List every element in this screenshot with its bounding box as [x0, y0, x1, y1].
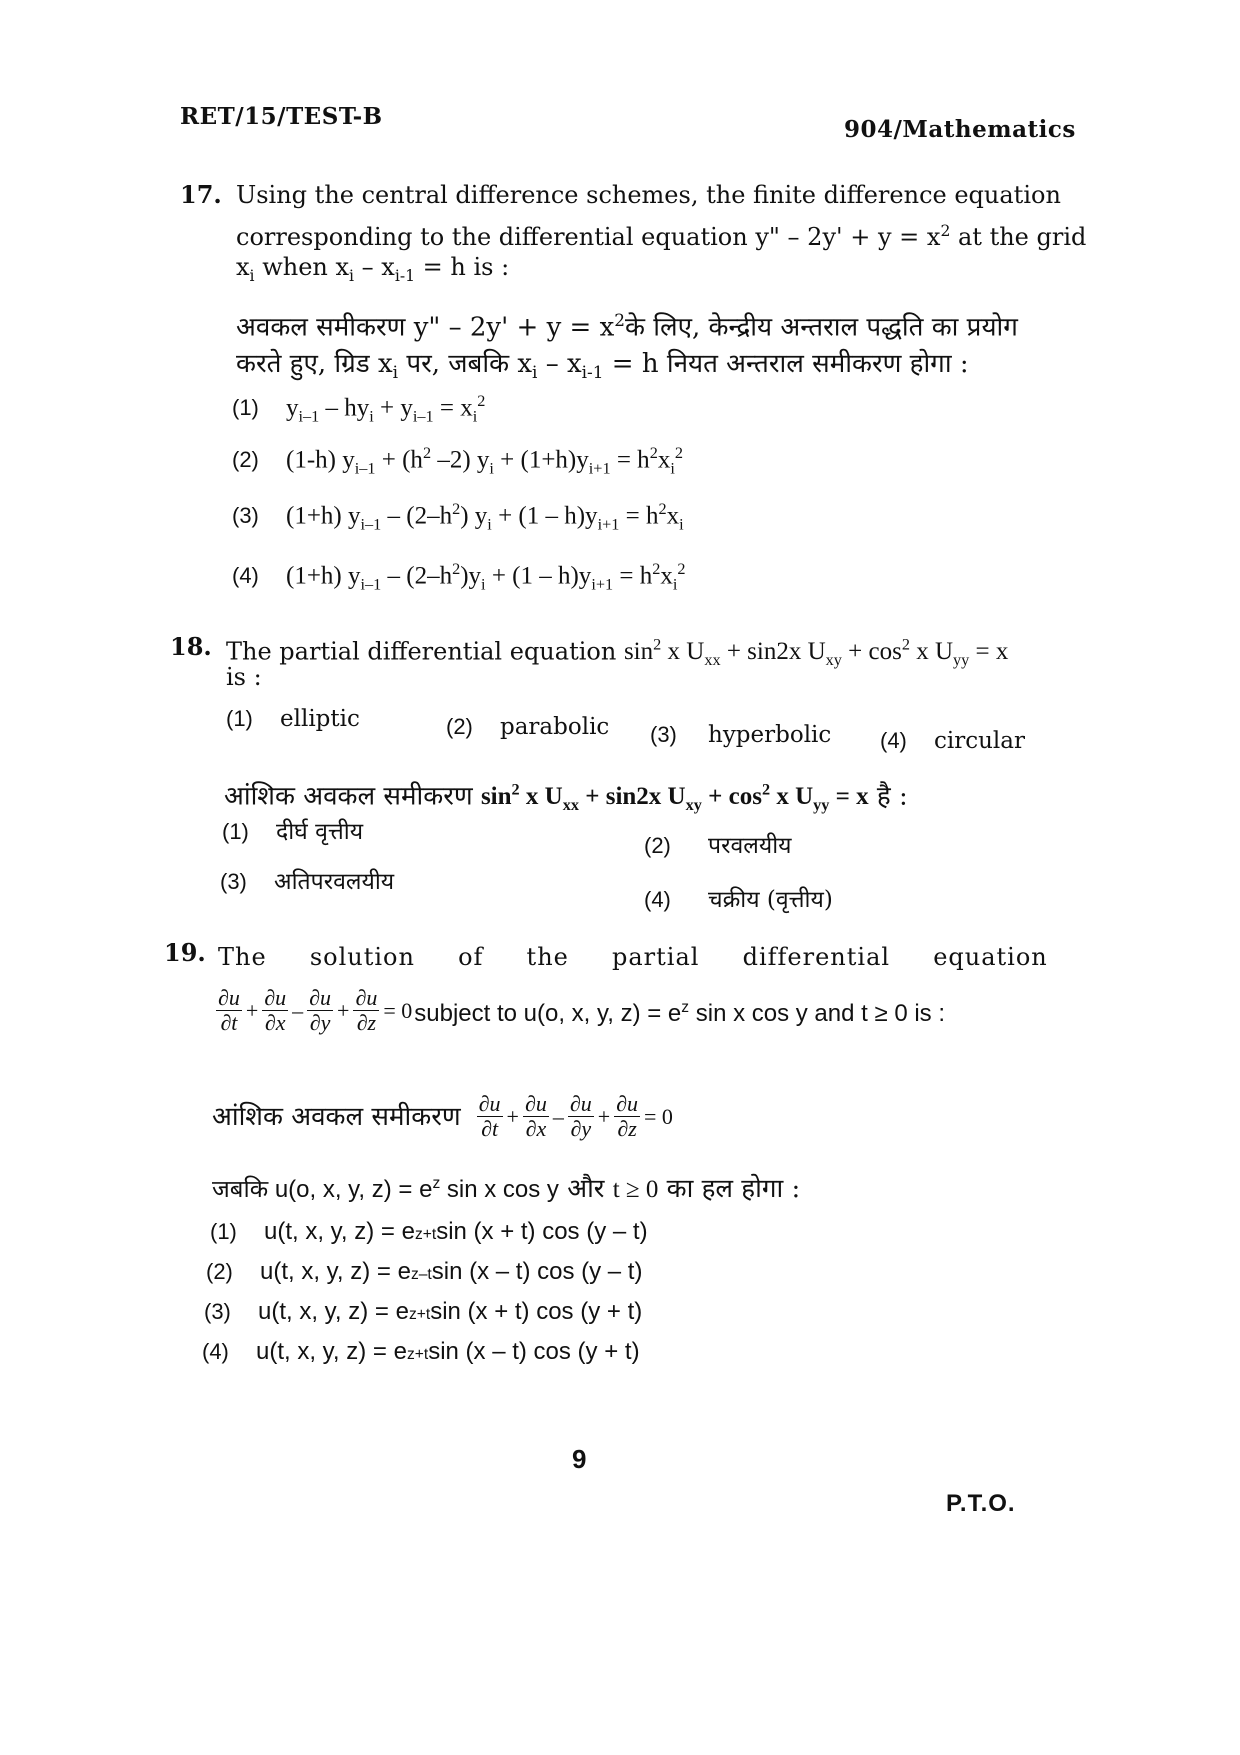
q19-option-1[interactable]: (1) u(t, x, y, z) = e z+t sin (x + t) cos (y – t)	[210, 1218, 648, 1245]
q17-option-4[interactable]: (4) (1+h) $y_{i-1} - (2-h^2)y_i + (1 - h)y_{i+1} = h^2x_i^2$	[232, 560, 686, 594]
fraction-du-dt: $\frac{\partial u}{\partial t}$	[218, 985, 240, 1035]
q19-english-line-2: $\frac{\partial u}{\partial t}$ + $\frac{\partial u}{\partial x}$ – $\frac{\partial u}{\partial y}$ + $\frac{\partial u}{\partial z}$ = 0 subject to u(o, x, y, $z) = e^z$ sin x cos y and t ≥ 0 is :	[218, 985, 946, 1035]
q17-option-2[interactable]: (2) (1-h) $y_{i-1} + (h^2$ –2) $y_i + (1+h)y_{i+1} = h^2x_i^2$	[232, 444, 683, 478]
fraction-du-dx-hi: $\frac{\partial u}{\partial x}$	[524, 1091, 547, 1141]
q18-english-line-2: is :	[226, 663, 262, 691]
q18-hindi-line: आंशिक अवकल समीकरण $\sin^2 x$ $U_{xx} + \sin 2x$ $U_{xy} + \cos^2 x$ $U_{yy} = x$ है :	[224, 781, 908, 815]
q18-option-2[interactable]: (2) parabolic	[446, 714, 610, 740]
q18-hindi-option-3[interactable]: (3) अतिपरवलयीय	[220, 869, 395, 895]
fraction-du-dy-hi: $\frac{\partial u}{\partial y}$	[569, 1091, 592, 1141]
q18-option-4[interactable]: (4) circular	[880, 728, 1025, 754]
q19-hindi-line-2: जबकि u(o, x, y, $z) = e^z$ sin x cos y और t ≥ 0 का हल होगा :	[212, 1174, 801, 1204]
fraction-du-dy: $\frac{\partial u}{\partial y}$	[309, 985, 332, 1035]
page-number: 9	[572, 1444, 587, 1474]
question-18-number: 18.	[170, 632, 212, 661]
fraction-du-dz: $\frac{\partial u}{\partial z}$	[355, 985, 378, 1035]
q19-hindi-line-1: आंशिक अवकल समीकरण $\frac{\partial u}{\partial t}$ + $\frac{\partial u}{\partial x}$ – $\frac{\partial u}{\partial y}$ + $\frac{\partial u}{\partial z}$ = 0	[212, 1091, 673, 1141]
q17-hindi-line-1: अवकल समीकरण y" – $2y' + y = x^2के$ लिए, केन्द्रीय अन्तराल पद्धति का प्रयोग	[236, 310, 1018, 343]
header-test-code: RET/15/TEST-B	[180, 103, 383, 130]
q17-english-line-2: corresponding to the differential equation y" – $2y' + y = x^2$ at the grid	[236, 222, 1087, 251]
q17-english-line-3: $x_i$ when $x_i - x_{i-1} = h$ is :	[236, 253, 510, 285]
q18-hindi-option-4[interactable]: (4) चक्रीय (वृत्तीय)	[644, 887, 833, 913]
q18-option-3[interactable]: (3) hyperbolic	[650, 722, 832, 748]
q17-english-line-1: Using the central difference schemes, the finite difference equation	[236, 181, 1061, 209]
q18-option-1[interactable]: (1) elliptic	[226, 706, 360, 732]
question-19-number: 19.	[164, 938, 206, 967]
header-subject: 904/Mathematics	[844, 116, 1076, 143]
fraction-du-dz-hi: $\frac{\partial u}{\partial z}$	[616, 1091, 639, 1141]
fraction-du-dx: $\frac{\partial u}{\partial x}$	[264, 985, 287, 1035]
q18-hindi-option-2[interactable]: (2) परवलयीय	[644, 833, 792, 859]
q19-option-2[interactable]: (2) u(t, x, y, z) = e z–t sin (x – t) cos (y – t)	[206, 1258, 643, 1285]
q19-option-4[interactable]: (4) u(t, x, y, z) = e z+t sin (x – t) cos (y + t)	[202, 1338, 640, 1365]
q19-english-line-1: The solution of the partial differential equation	[218, 943, 1048, 971]
q17-option-3[interactable]: (3) (1+h) $y_{i-1} - (2-h^2) y_i + (1 - h)y_{i+1} = h^2x_i$	[232, 500, 684, 534]
q19-option-3[interactable]: (3) u(t, x, y, z) = e z+t sin (x + t) cos (y + t)	[204, 1298, 643, 1325]
q18-hindi-option-1[interactable]: (1) दीर्घ वृत्तीय	[222, 819, 364, 845]
fraction-du-dt-hi: $\frac{\partial u}{\partial t}$	[478, 1091, 501, 1141]
q17-option-1[interactable]: (1) $y_{i-1} - hy_i + y_{i-1} = x_i^2$	[232, 392, 486, 426]
q17-hindi-line-2: करते हुए, ग्रिड $x_i$ पर, जबकि $x_i - x_{i-1} = h$ नियत अन्तराल समीकरण होगा :	[236, 349, 969, 383]
question-17-number: 17.	[180, 180, 222, 209]
q18-english-line-1: The partial differential equation $\sin^2 x$ $U_{xx} + \sin 2x$ $U_{xy} + \cos^2 x$ $U_{yy} = x$	[226, 636, 1009, 670]
please-turn-over: P.T.O.	[946, 1490, 1016, 1517]
